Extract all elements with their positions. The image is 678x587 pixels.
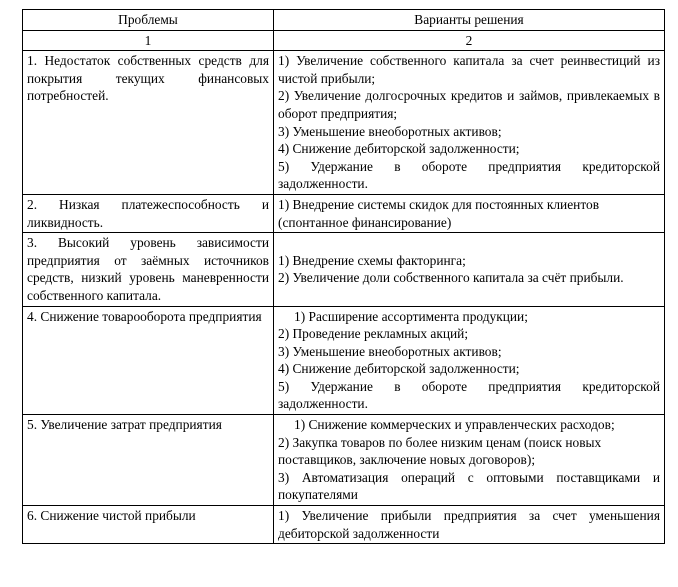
problem-cell: 6. Снижение чистой прибыли [23, 506, 274, 544]
column-number-row [23, 30, 665, 51]
solution-item: 2) Увеличение долгосрочных кредитов и займов, привлекаемых в оборот предприятия; [278, 88, 660, 121]
problems-solutions-table [22, 9, 665, 544]
solutions-cell [274, 51, 665, 195]
solutions-cell [274, 194, 665, 232]
solution-item: 1) Снижение коммерческих и управленческих расходов; [294, 417, 615, 433]
solution-item: 1) Внедрение системы скидок для постоянных клиентов (спонтанное финансирование) [278, 196, 600, 230]
solutions-cell [274, 233, 665, 306]
solution-item: 1) Внедрение схемы факторинга; [278, 252, 466, 268]
table-row [23, 51, 665, 195]
column-number-1: 1 [23, 30, 274, 51]
solution-item: 5) Удержание в обороте предприятия кредиторской задолженности. [278, 158, 660, 192]
solutions-cell [274, 506, 665, 544]
solution-item: 4) Снижение дебиторской задолженности; [278, 141, 520, 157]
solution-item: 4) Снижение дебиторской задолженности; [278, 361, 520, 377]
solutions-cell [274, 415, 665, 506]
problem-cell: 3. Высокий уровень зависимости предприятия от заёмных источников средств, низкий уровень маневренности собственного капитала. [23, 233, 274, 306]
solution-item: 1) Увеличение прибыли предприятия за счет уменьшения дебиторской задолженности [278, 508, 660, 541]
table-row [23, 415, 665, 506]
solution-item: 2) Проведение рекламных акций; [278, 326, 469, 342]
table-row [23, 233, 665, 306]
table-row [23, 306, 665, 415]
problem-cell: 4. Снижение товарооборота предприятия [23, 306, 274, 415]
solution-item: 3) Автоматизация операций с оптовыми поставщиками и покупателями [278, 469, 660, 503]
solution-item: 2) Увеличение доли собственного капитала за счёт прибыли. [278, 270, 624, 286]
table-row [23, 194, 665, 232]
header-row [23, 10, 665, 31]
header-problems: Проблемы [23, 10, 274, 31]
solution-item: 2) Закупка товаров по более низким ценам (поиск новых поставщиков, заключение новых договоров); [278, 434, 602, 468]
problem-cell: 2. Низкая платежеспособность и ликвидность. [23, 194, 274, 232]
column-number-2: 2 [274, 30, 665, 51]
solutions-cell [274, 306, 665, 415]
table-row [23, 506, 665, 544]
solution-item: 5) Удержание в обороте предприятия кредиторской задолженности. [278, 378, 660, 412]
solution-item: 1) Увеличение собственного капитала за счет реинвестиций из чистой прибыли; [278, 53, 660, 86]
solution-item: 1) Расширение ассортимента продукции; [294, 308, 528, 324]
solution-item: 3) Уменьшение внеоборотных активов; [278, 343, 502, 359]
solution-item: 3) Уменьшение внеоборотных активов; [278, 123, 502, 139]
header-solutions: Варианты решения [274, 10, 665, 31]
problem-cell: 1. Недостаток собственных средств для покрытия текущих финансовых потребностей. [23, 51, 274, 195]
problem-cell: 5. Увеличение затрат предприятия [23, 415, 274, 506]
